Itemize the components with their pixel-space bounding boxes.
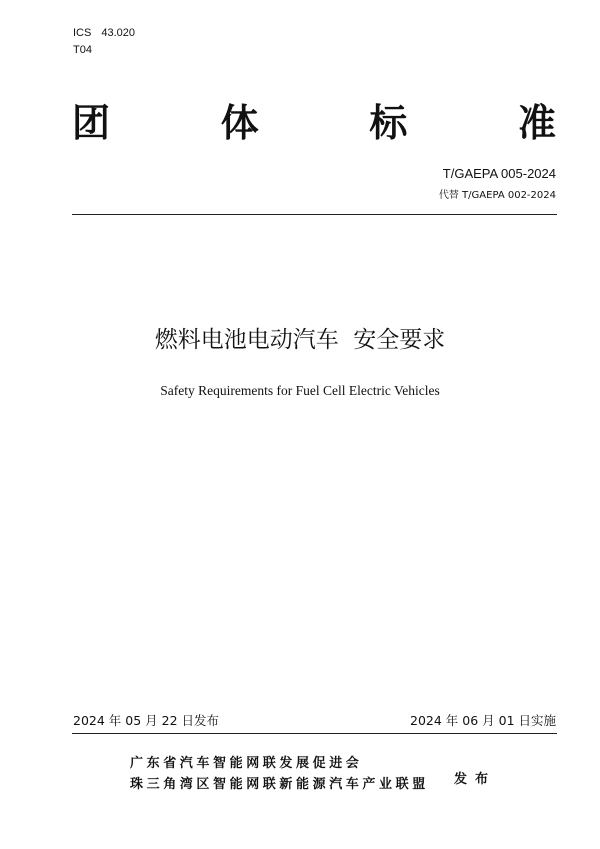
- implementation-date: 2024 年 06 月 01 日实施: [410, 713, 556, 728]
- classification-code: T04: [73, 44, 92, 56]
- ics-line: [73, 26, 135, 40]
- standard-type-char: 准: [517, 101, 556, 145]
- top-divider: [72, 214, 557, 215]
- standard-type-char: 团: [72, 101, 111, 145]
- standard-type-char: 体: [220, 101, 259, 145]
- standard-type-heading: [72, 100, 556, 146]
- document-title-chinese: 燃料电池电动汽车 安全要求: [154, 327, 446, 353]
- publisher-name: 广东省汽车智能网联发展促进会: [130, 756, 363, 771]
- replaces-note: 代替 T/GAEPA 002-2024: [438, 190, 556, 201]
- ics-code: 43.020: [101, 27, 135, 39]
- issue-date: 2024 年 05 月 22 日发布: [73, 713, 219, 728]
- publish-label: 发布: [454, 772, 497, 787]
- document-title-english: Safety Requirements for Fuel Cell Electric Vehicles: [160, 383, 440, 398]
- publisher-block: [130, 753, 429, 795]
- ics-label: ICS: [73, 27, 92, 39]
- publisher-name: 珠三角湾区智能网联新能源汽车产业联盟: [130, 777, 429, 792]
- bottom-divider: [72, 733, 557, 734]
- standard-number: T/GAEPA 005-2024: [442, 166, 556, 181]
- standard-type-char: 标: [369, 101, 408, 145]
